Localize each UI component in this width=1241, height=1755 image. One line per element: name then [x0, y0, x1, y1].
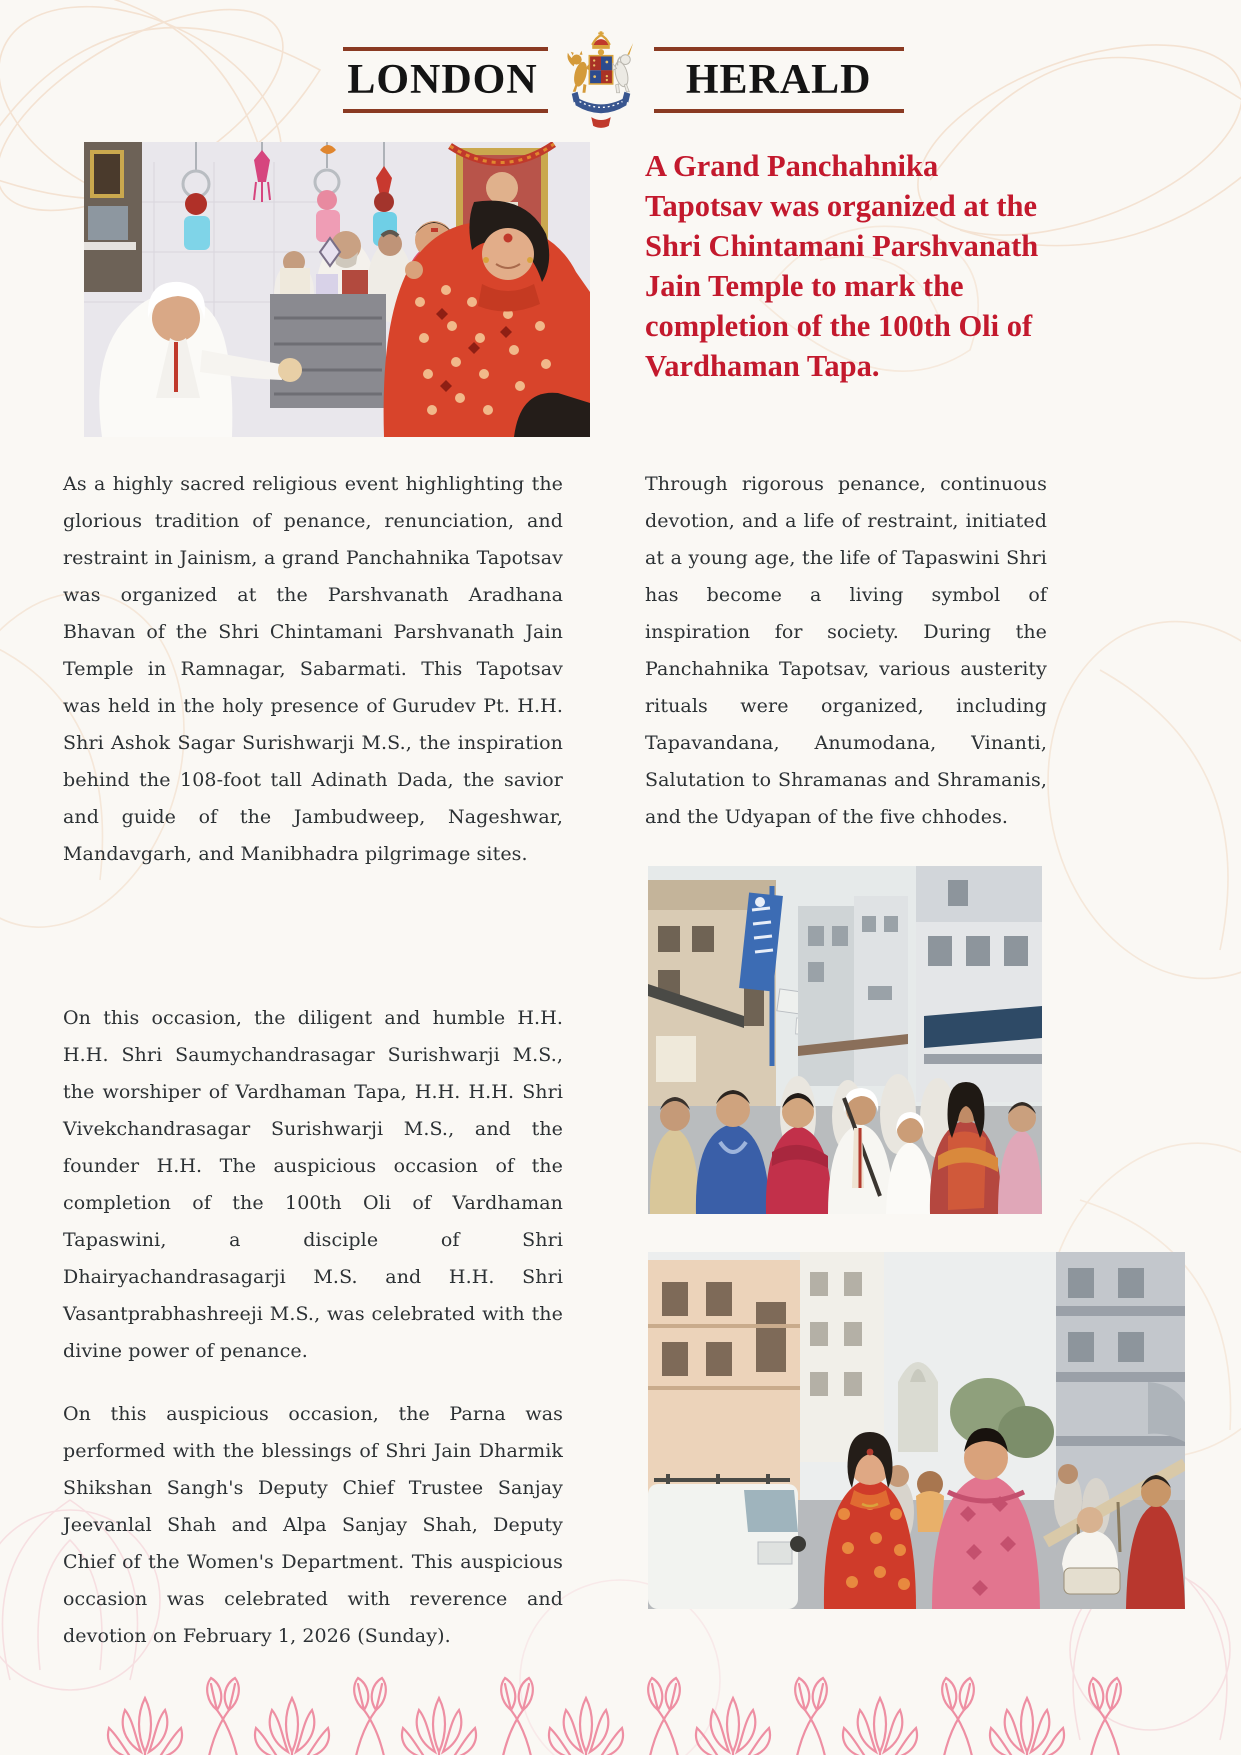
article-paragraph-left-3: On this auspicious occasion, the Parna was performed with the blessings of Shri Jain Dharmik Shikshan Sangh's Deputy Chief Trustee Sanjay Jeevanlal Shah and Alpa Sanjay Shah, Deputy Chief of the Women's Department. This auspicious occasion was celebrated with reverence and devotion on February 1, 2026 (Sunday). — [63, 1403, 563, 1647]
masthead-title-herald: HERALD — [685, 57, 872, 103]
crest-crown — [592, 31, 610, 49]
crest-shield — [589, 56, 612, 84]
masthead-title-london: LONDON — [347, 57, 538, 103]
photo-street-group — [648, 866, 1042, 1214]
crest-ribbon — [571, 92, 630, 128]
article-paragraph-right-1: Through rigorous penance, continuous devotion, and a life of restraint, initiated at a young age, the life of Tapaswini Shri has become a living symbol of inspiration for society. During the Panchahnika Tapotsav, various austerity rituals were organized, including Tapavandana, Anumodana, Vinanti, Salutation to Shramanas and Shramanis, and the Udyapan of the five chhodes. — [645, 473, 1047, 828]
royal-coat-of-arms-icon — [562, 30, 640, 134]
photo-street-procession — [648, 1252, 1185, 1609]
masthead-rule-bottom-left — [343, 109, 548, 113]
masthead-left-block — [337, 47, 547, 113]
masthead-rule-bottom-right — [654, 109, 904, 113]
decorative-flower-border — [105, 1640, 1135, 1755]
masthead-right-block — [654, 47, 904, 113]
article-paragraph-left-1: As a highly sacred religious event highlighting the glorious tradition of penance, renunciation, and restraint in Jainism, a grand Panchahnika Tapotsav was organized at the Parshvanath Aradhana Bhavan of the Shri Chintamani Parshvanath Jain Temple in Ramnagar, Sabarmati. This Tapotsav was held in the holy presence of Gurudev Pt. H.H. Shri Ashok Sagar Surishwarji M.S., the inspiration behind the 108-foot tall Adinath Dada, the savior and guide of the Jambudweep, Nageshwar, Mandavgarh, and Manibhadra pilgrimage sites. — [63, 473, 563, 865]
masthead — [0, 26, 1241, 134]
crest-lion — [567, 51, 589, 93]
article-paragraph-left-2: On this occasion, the diligent and humble H.H. H.H. Shri Saumychandrasagar Surishwarji M.S., the worshiper of Vardhaman Tapa, H.H. H.H. Shri Vivekchandrasagar Surishwarji M.S., and the founder H.H. The auspicious occasion of the completion of the 100th Oli of Vardhaman Tapaswini, a disciple of Shri Dhairyachandrasagarji M.S. and H.H. Shri Vasantprabhashreeji M.S., was celebrated with the divine power of penance. — [63, 1007, 563, 1362]
headline: A Grand Panchahnika Tapotsav was organized at the Shri Chintamani Parshvanath Jain Temple to mark the completion of the 100th Oli of Vardhaman Tapa. — [645, 149, 1039, 383]
crest-unicorn — [612, 43, 632, 93]
white-van — [648, 1474, 806, 1609]
photo-temple-ceremony — [84, 142, 590, 437]
